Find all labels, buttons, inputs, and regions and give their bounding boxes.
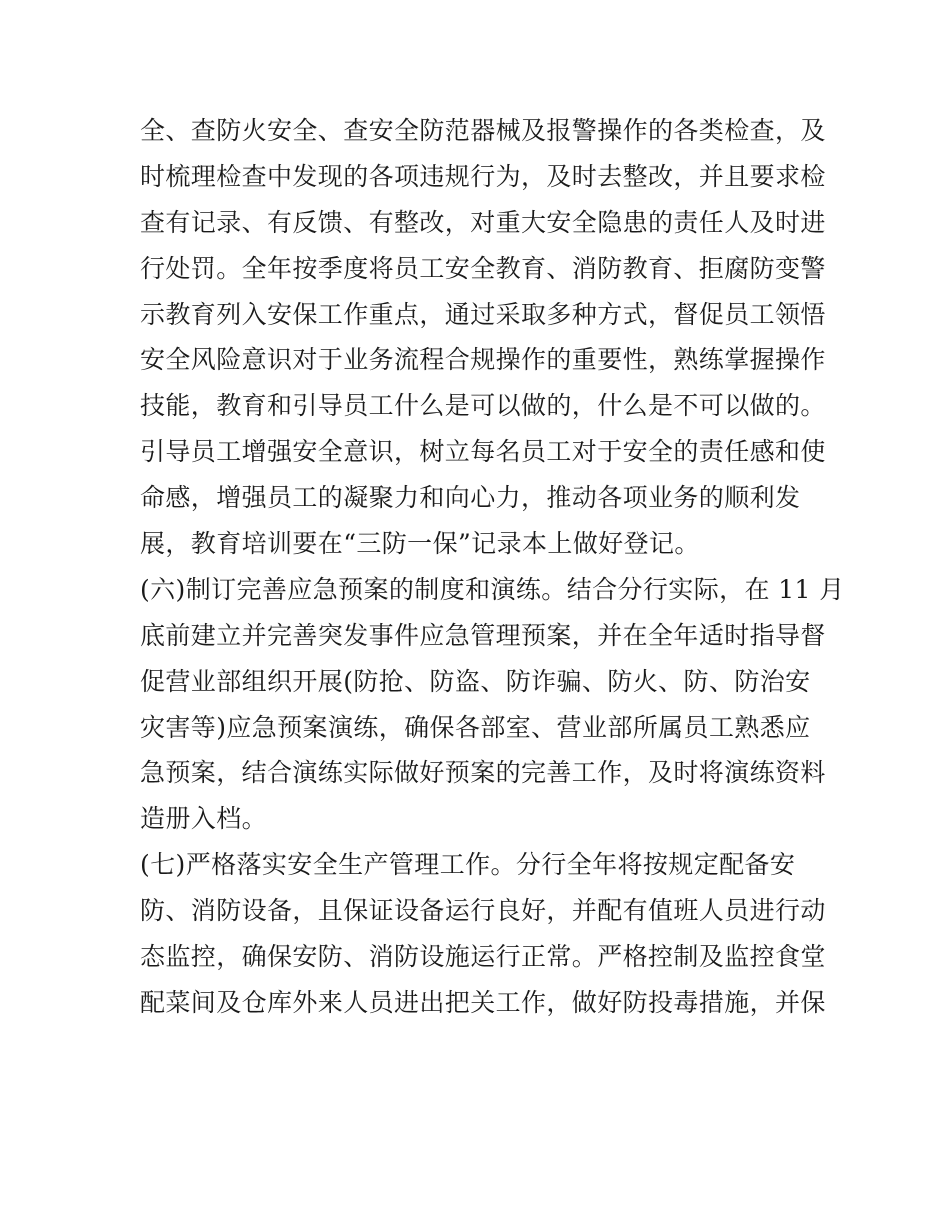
text-line: 展，教育培训要在“三防一保”记录本上做好登记。 (140, 529, 700, 559)
text-line: 行处罚。全年按季度将员工安全教育、消防教育、拒腐防变警 (140, 253, 826, 283)
text-line: 态监控，确保安防、消防设施运行正常。严格控制及监控食堂 (140, 942, 826, 972)
body-text (140, 108, 845, 1026)
text-line: 示教育列入安保工作重点，通过采取多种方式，督促员工领悟 (140, 299, 826, 329)
text-line: 灾害等)应急预案演练，确保各部室、营业部所属员工熟悉应 (140, 712, 811, 742)
text-line: 配菜间及仓库外来人员进出把关工作，做好防投毒措施，并保 (140, 987, 826, 1017)
text-line: 造册入档。 (140, 804, 268, 834)
text-line: (七)严格落实安全生产管理工作。分行全年将按规定配备安 (140, 850, 796, 880)
text-line: 命感，增强员工的凝聚力和向心力，推动各项业务的顺利发 (140, 483, 801, 513)
text-line: 技能，教育和引导员工什么是可以做的，什么是不可以做的。 (140, 391, 826, 421)
text-line: 急预案，结合演练实际做好预案的完善工作，及时将演练资料 (140, 758, 826, 788)
text-line: (六)制订完善应急预案的制度和演练。结合分行实际，在 11 月 (140, 574, 845, 604)
text-line: 时梳理检查中发现的各项违规行为，及时去整改，并且要求检 (140, 161, 826, 191)
text-line: 全、查防火安全、查安全防范器械及报警操作的各类检查，及 (140, 116, 826, 145)
text-line: 查有记录、有反馈、有整改，对重大安全隐患的责任人及时进 (140, 207, 826, 237)
text-line: 防、消防设备，且保证设备运行良好，并配有值班人员进行动 (140, 896, 826, 926)
text-line: 安全风险意识对于业务流程合规操作的重要性，熟练掌握操作 (140, 345, 826, 375)
text-line: 引导员工增强安全意识，树立每名员工对于安全的责任感和使 (140, 437, 826, 467)
text-line: 底前建立并完善突发事件应急管理预案，并在全年适时指导督 (140, 620, 826, 650)
text-line: 促营业部组织开展(防抢、防盗、防诈骗、防火、防、防治安 (140, 666, 811, 696)
